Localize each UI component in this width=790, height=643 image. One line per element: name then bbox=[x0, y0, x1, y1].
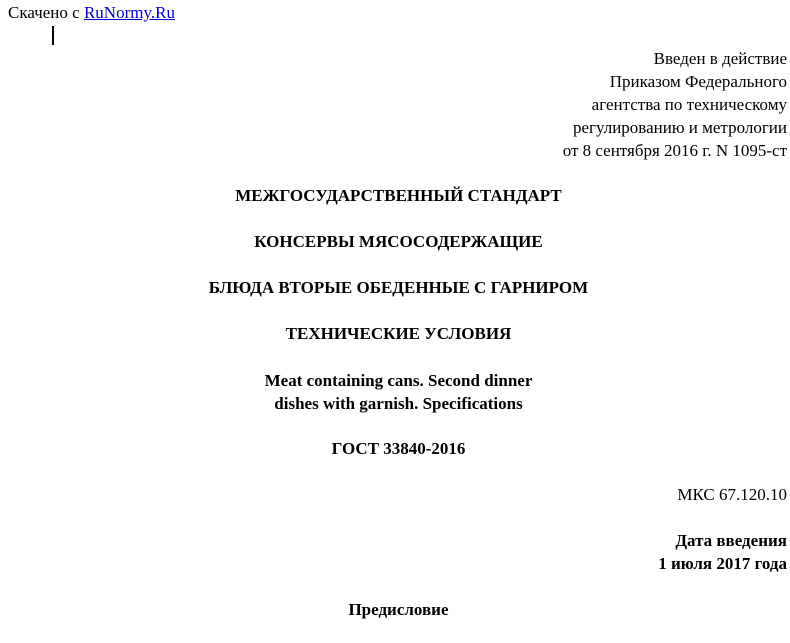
source-line bbox=[8, 3, 175, 23]
intro-date-label: Дата введения bbox=[675, 531, 787, 550]
enactment-line: Введен в действие bbox=[653, 49, 787, 68]
enactment-line: агентства по техническому bbox=[591, 95, 787, 114]
standard-type-heading: МЕЖГОСУДАРСТВЕННЫЙ СТАНДАРТ bbox=[235, 186, 562, 205]
enactment-note bbox=[563, 47, 787, 162]
title-line-1: КОНСЕРВЫ МЯСОСОДЕРЖАЩИЕ bbox=[254, 232, 543, 251]
text-cursor bbox=[52, 26, 54, 45]
title-line-3: ТЕХНИЧЕСКИЕ УСЛОВИЯ bbox=[285, 324, 512, 343]
enactment-line: регулированию и метрологии bbox=[572, 118, 787, 137]
intro-date-value: 1 июля 2017 года bbox=[658, 554, 787, 573]
foreword-heading: Предисловие bbox=[348, 600, 449, 619]
english-title-line-1: Meat containing cans. Second dinner bbox=[264, 371, 533, 390]
source-prefix: Скачено с bbox=[8, 3, 80, 22]
enactment-line: от 8 сентября 2016 г. N 1095-ст bbox=[562, 141, 787, 160]
enactment-line: Приказом Федерального bbox=[609, 72, 787, 91]
standard-number: ГОСТ 33840-2016 bbox=[331, 439, 466, 458]
mks-code: МКС 67.120.10 bbox=[677, 485, 787, 504]
runormy-link[interactable]: RuNormy.Ru bbox=[83, 3, 175, 22]
english-title-line-2: dishes with garnish. Specifications bbox=[274, 394, 523, 413]
title-line-2: БЛЮДА ВТОРЫЕ ОБЕДЕННЫЕ С ГАРНИРОМ bbox=[208, 278, 589, 297]
